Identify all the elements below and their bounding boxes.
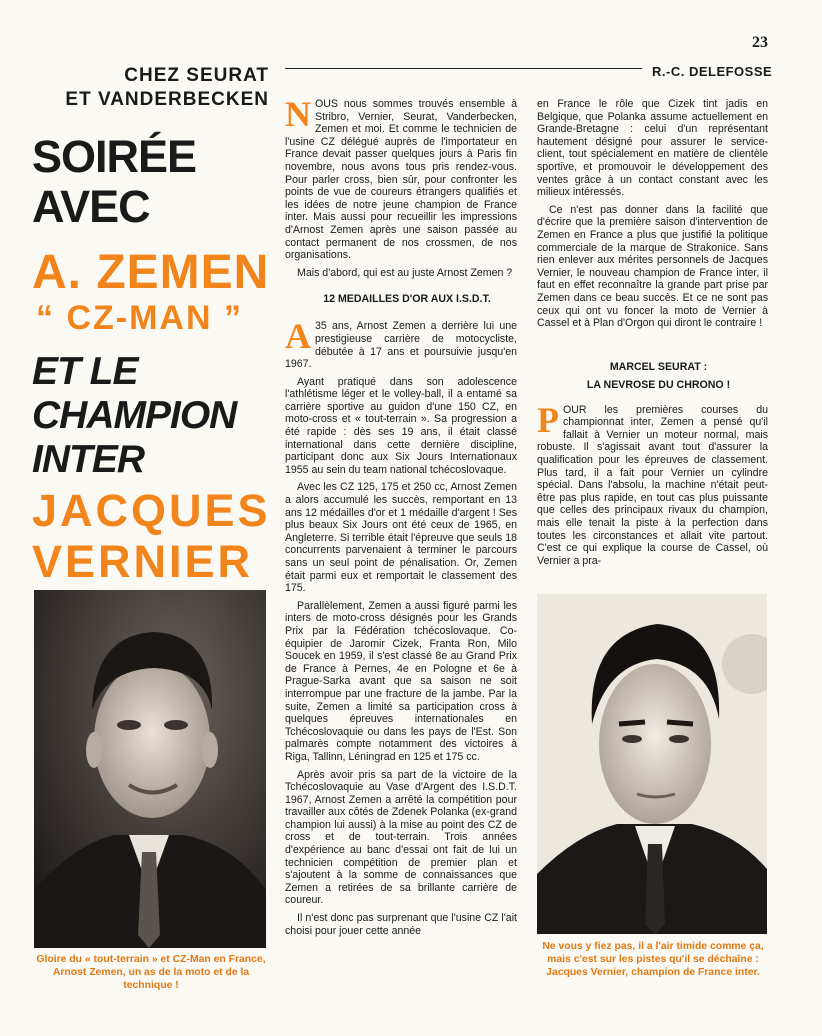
page-number: 23 (752, 34, 768, 51)
headline-line-1: SOIRÉE (32, 131, 197, 182)
headline-zemen: A. ZEMEN (32, 246, 270, 299)
headline-line-9: VERNIER (32, 536, 254, 587)
caption-photo-zemen: Gloire du « tout-terrain » et CZ-Man en France, Arnost Zemen, un as de la moto et de la technique ! (36, 954, 266, 991)
byline: R.-C. DELEFOSSE (652, 64, 773, 79)
portrait-vernier-image (537, 594, 767, 934)
paragraph: Après avoir pris sa part de la victoire de la Tchécoslovaquie au Vase d'Argent des I.S.D.T. 1967, Arnost Zemen a arrêté la compétition pour travailler aux côtés de Zdenek Polanka (ex-grand champion lui aussi) à la mise au point des CZ de cross et de tout-terrain. Trois années d'expérience au banc d'essai ont fait de lui un technicien compétition de premier plan et s'ajoutent à la somme de connaissances que Zemen a retirées de sa brillante carrière de coureur. (285, 768, 517, 907)
headline-line-2: AVEC (32, 181, 150, 232)
article-column-2 (285, 94, 517, 942)
article-column-3 (537, 98, 768, 572)
subhead-seurat-2: LA NEVROSE DU CHRONO ! (586, 378, 731, 391)
caption-photo-vernier: Ne vous y fiez pas, il a l'air timide comme ça, mais c'est sur les pistes qu'il se déchaîne : Jacques Vernier, champion de France inter. (542, 941, 764, 978)
subhead-seurat-1: MARCEL SEURAT : (609, 360, 708, 373)
paragraph: Ayant pratiqué dans son adolescence l'athlétisme léger et le volley-ball, il a entamé sa carrière sportive au guidon d'une 150 CZ, en moto-cross et « tout-terrain ». Sa progression a été rapide : dès ses 19 ans, il était classé international dans cette dernière discipline, participant donc aux Six Jours Internationaux 1955 au sein du team national tchécoslovaque. (285, 375, 517, 476)
subhead-medailles: 12 MEDAILLES D'OR AUX I.S.D.T. (323, 293, 491, 306)
headline-soiree-avec (32, 132, 196, 232)
headline-line-6: CHAMPION (32, 394, 237, 437)
headline-jacques-vernier (32, 485, 271, 587)
dropcap-n: N (285, 94, 311, 134)
paragraph-intro (285, 94, 517, 262)
paragraph-seurat (537, 399, 768, 568)
paragraph: en France le rôle que Cizek tint jadis en Belgique, que Polanka assume actuellement en Grande-Bretagne : celui d'un représentant hautement désigné pour assurer le service-client, tout spécialement en matière de clientèle sportive, et promouvoir le développement des ventes grâce à un contact constant avec les milieux intéressés. (537, 98, 768, 199)
headline-line-7: INTER (32, 438, 144, 481)
paragraph: Parallèlement, Zemen a aussi figuré parmi les inters de moto-cross désignés pour les Grands Prix par la Fédération tchécoslovaque. Co-équipier de Jaromir Cizek, Franta Ron, Milo Soucek en 1959, il s'est classé 8e au Grand Prix de France à Pernes, 4e en Pologne et 6e à Prague-Sarka avant que sa saison ne soit interrompue par une fracture de la jambe. Par la suite, Zemen a limité sa participation cross à quelques épreuves internationales en Tchécoslovaquie ou dans les pays de l'Est. Son palmarès compte notamment des victoires à Riga, Tallinn, Léningrad en 125 et 175 cc. (285, 599, 517, 763)
headline-line-5: ET LE (32, 350, 138, 393)
paragraph-intro-text: OUS nous sommes trouvés ensemble à Stribro, Vernier, Seurat, Vanderbecken, Zemen et moi. Et comme le technicien de l'usine CZ délégué auprès de l'importateur en France devait passer quelques jours à Paris fin novembre, nous avons tous pris rendez-vous. Pour parler cross, bien sûr, pour confronter les points de vue de coureurs étrangers qualifiés et les idées de notre jeune champion de France inter. Mais aussi pour recueillir les impressions d'Arnost Zemen après une saison passée au contact permanent de nos crossmen, de nos organisations. (285, 98, 517, 262)
headline-line-8: JACQUES (32, 485, 271, 536)
paragraph-seurat-text: OUR les premières courses du championnat inter, Zemen a pensé qu'il fallait à Vernier un moteur normal, mais robuste. Il s'agissait avant tout d'assurer la qualification pour les épreuves de classement. Plus tard, il a fait pour Vernier un cylindre spécial. Dans l'absolu, la machine n'était peut-être pas plus rapide, en tout cas plus puissante que celles des principaux rivaux du champion, mais elle tenait la piste à la perfection dans toutes les circonstances et allait vite partout. C'est ce qui explique la course de Cassel, où Vernier a pra- (537, 403, 768, 567)
spacer (537, 335, 768, 361)
header-rule (285, 68, 642, 69)
kicker-line-2: ET VANDERBECKEN (65, 89, 269, 110)
paragraph-career-text: 35 ans, Arnost Zemen a derrière lui une prestigieuse carrière de motocycliste, débutée à 17 ans et poursuivie jusqu'en 1967. (285, 320, 517, 371)
paragraph: Ce n'est pas donner dans la facilité que d'écrire que la première saison d'intervention de Zemen en France a plus que justifié la politique commerciale de la marque de Strakonice. Sans rien enlever aux mérites personnels de Jacques Vernier, le nouveau champion de France inter, il faut en effet reconnaître la grande part prise par Zemen dans ce beau succès. Et ce ne sont pas ceux qui ont vu foncer la moto de Vernier à Cassel et à Plan d'Orgon qui diront le contraire ! (537, 203, 768, 330)
paragraph: Avec les CZ 125, 175 et 250 cc, Arnost Zemen a alors accumulé les succès, remportant en 13 ans 12 médailles d'or et 1 médaille d'argent ! Ses plus beaux Six Jours ont été ceux de 1965, en Angleterre. Si terrible était l'épreuve que seuls 18 concurrents parvenaient à terminer le parcours sans un seul point de pénalisation. Or, Zemen était parmi eux et remportait le classement des 175. (285, 481, 517, 595)
headline-czman: “ CZ-MAN ” (36, 299, 243, 337)
dropcap-p: P (537, 399, 559, 440)
photo-jacques-vernier (537, 594, 767, 934)
paragraph: Il n'est donc pas surprenant que l'usine CZ l'ait choisi pour jouer cette année (285, 912, 517, 937)
kicker-line-1: CHEZ SEURAT (124, 65, 269, 86)
dropcap-a: A (285, 316, 311, 357)
kicker (34, 64, 269, 112)
paragraph: Mais d'abord, qui est au juste Arnost Zemen ? (297, 266, 513, 279)
paragraph-career (285, 316, 517, 371)
headline-et-le-champion-inter (32, 350, 236, 482)
portrait-zemen-image (34, 590, 266, 948)
photo-arnost-zemen (34, 590, 266, 948)
